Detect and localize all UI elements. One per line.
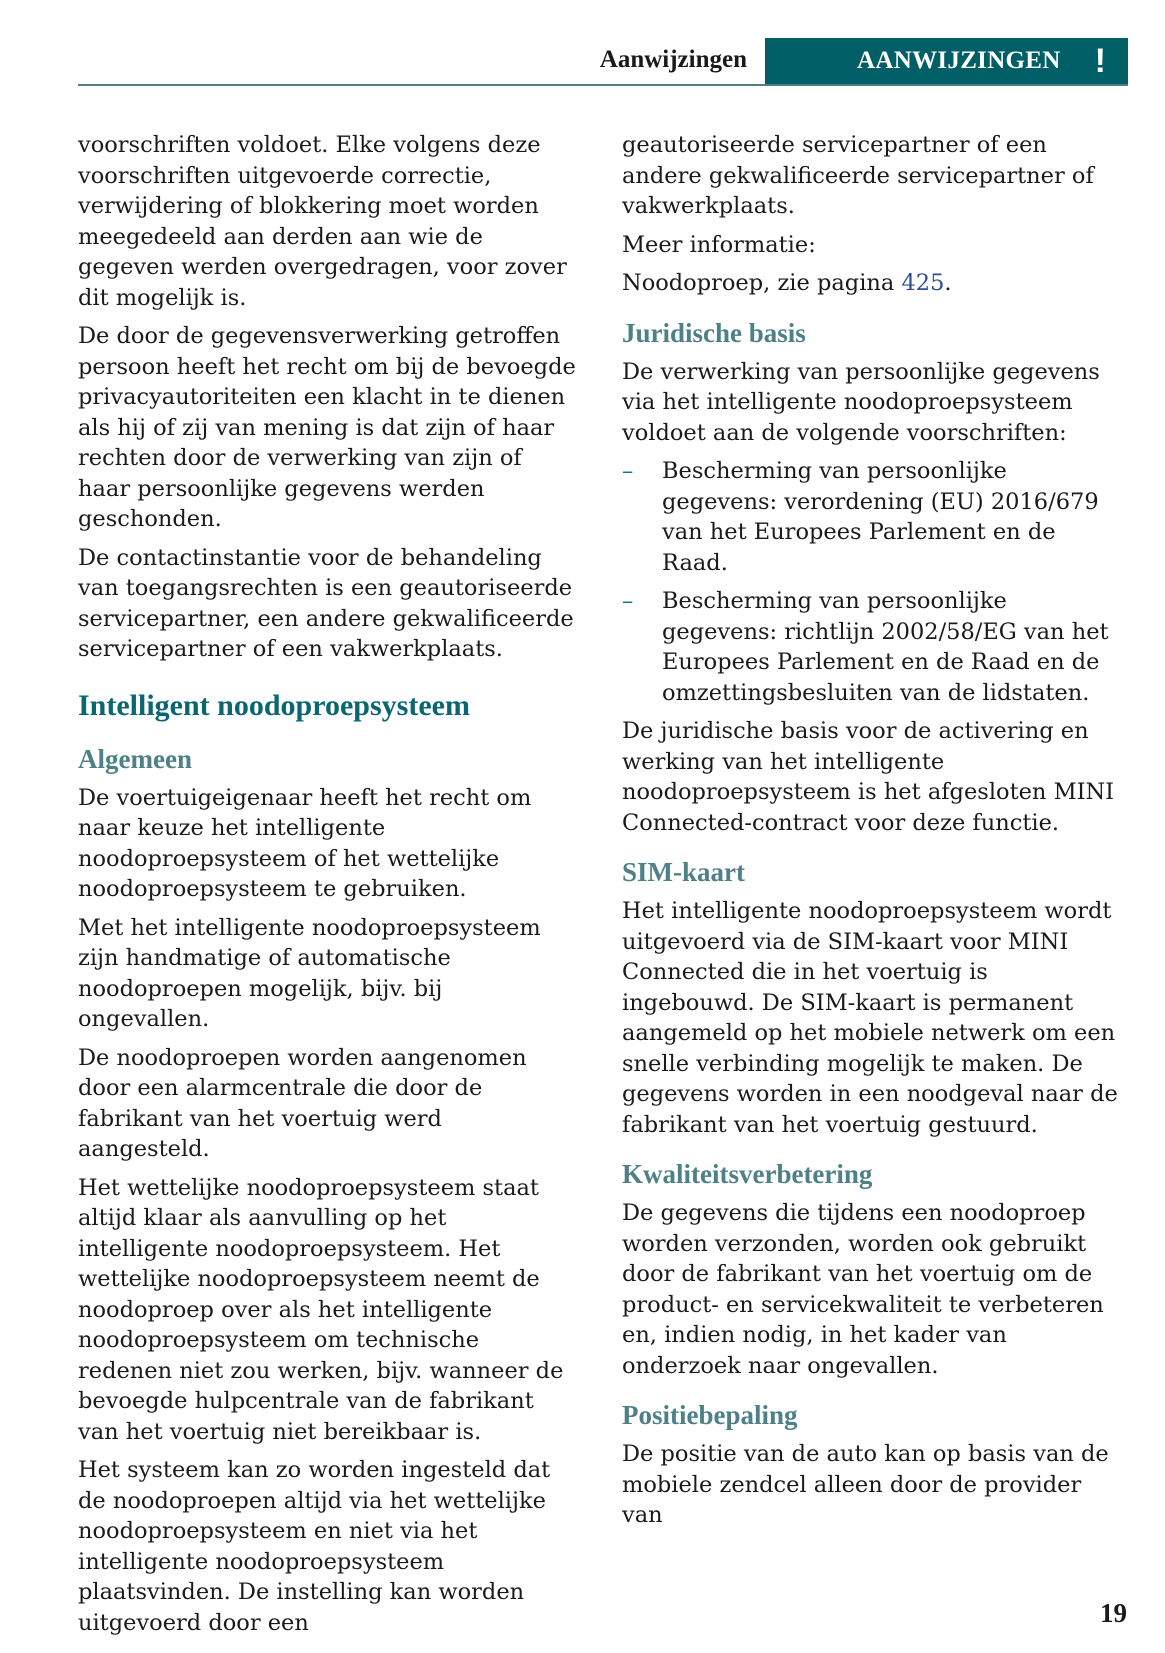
subheading-kwaliteitsverbetering: Kwaliteitsverbetering <box>622 1159 873 1189</box>
paragraph: De door de gegevensverwerking getroffen persoon heeft het recht om bij de bevoegde privacyautoriteiten een klacht in te dienen als hij of zij van mening is dat zijn of haar rechten door de verwerking van zijn of haar persoonlijke gegevens werden geschonden. <box>78 323 576 532</box>
section-title: Aanwijzingen <box>599 46 747 73</box>
paragraph: De gegevens die tijdens een noodoproep worden verzonden, worden ook gebruikt door de fabrikant van het voertuig om de product- en servicekwaliteit te verbeteren en, indien nodig, in het kader van onderzoek naar ongevallen. <box>622 1200 1104 1379</box>
exclamation-icon: ! <box>1094 42 1106 80</box>
page-number: 19 <box>1100 1598 1127 1628</box>
list-item-text: Bescherming van persoonlijke gegevens: richtlijn 2002/58/EG van het Europees Parlement en de Raad en de omzettingsbesluiten van de lidstaten. <box>662 588 1109 706</box>
paragraph: geautoriseerde servicepartner of een andere gekwalificeerde servicepartner of vakwerkplaats. <box>622 132 1094 219</box>
paragraph: Het intelligente noodoproepsysteem wordt uitgevoerd via de SIM-kaart voor MINI Connected die in het voertuig is ingebouwd. De SIM-kaart is permanent aangemeld op het mobiele netwerk om een snelle verbinding mogelijk te maken. De gegevens worden in een noodgeval naar de fabrikant van het voertuig gestuurd. <box>622 898 1118 1138</box>
header-divider <box>78 84 1128 86</box>
subheading-algemeen: Algemeen <box>78 743 192 774</box>
left-column <box>78 130 578 1646</box>
dash-bullet-icon: – <box>622 588 634 614</box>
paragraph: voorschriften voldoet. Elke volgens deze voorschriften uitgevoerde correctie, verwijdering of blokkering moet worden meegedeeld aan derden aan wie de gegeven werden overgedragen, voor zover dit mogelijk is. <box>78 132 567 311</box>
right-column <box>622 130 1127 1539</box>
paragraph: Het systeem kan zo worden ingesteld dat de noodoproepen altijd via het wettelijke noodoproepsysteem en niet via het intelligente noodoproepsysteem plaatsvinden. De instelling kan worden uitgevoerd door een <box>78 1457 551 1636</box>
subheading-sim-kaart: SIM-kaart <box>622 857 745 887</box>
paragraph: Met het intelligente noodoproepsysteem zijn handmatige of automatische noodoproepen mogelijk, bijv. bij ongevallen. <box>78 914 541 1032</box>
paragraph: Het wettelijke noodoproepsysteem staat altijd klaar als aanvulling op het intelligente noodoproepsysteem. Het wettelijke noodoproepsysteem neemt de noodoproep over als het intelligente noodoproepsysteem om technische redenen niet zou werken, bijv. wanneer de bevoegde hulpcentrale van de fabrikant van het voertuig niet bereikbaar is. <box>78 1174 564 1445</box>
chapter-tab-label: AANWIJZINGEN <box>857 47 1061 74</box>
dash-bullet-icon: – <box>622 458 634 484</box>
paragraph: De positie van de auto kan op basis van de mobiele zendcel alleen door de provider van <box>622 1441 1109 1528</box>
section-heading: Intelligent noodoproepsysteem <box>78 688 470 722</box>
list-item <box>622 586 1127 708</box>
subheading-juridische-basis: Juridische basis <box>622 317 806 348</box>
list-item <box>622 456 1127 578</box>
list-item-text: Bescherming van persoonlijke gegevens: verordening (EU) 2016/679 van het Europees Parlement en de Raad. <box>662 458 1099 576</box>
reference-end: . <box>944 270 952 296</box>
paragraph: De juridische basis voor de activering en werking van het intelligente noodoproepsysteem is het afgesloten MINI Connected-contract voor deze functie. <box>622 718 1115 836</box>
reference-text: Noodoproep, zie pagina <box>622 270 902 296</box>
more-info-reference <box>622 268 1127 299</box>
regulation-list <box>622 456 1127 708</box>
chapter-tab <box>765 38 1128 85</box>
paragraph: De verwerking van persoonlijke gegevens via het intelligente noodoproepsysteem voldoet aan de volgende voorschriften: <box>622 358 1100 446</box>
subheading-positiebepaling: Positiebepaling <box>622 1400 798 1430</box>
page-link[interactable]: 425 <box>901 270 945 296</box>
paragraph: De noodoproepen worden aangenomen door een alarmcentrale die door de fabrikant van het voertuig werd aangesteld. <box>78 1044 527 1162</box>
more-info-label: Meer informatie: <box>622 231 816 258</box>
paragraph: De contactinstantie voor de behandeling van toegangsrechten is een geautoriseerde servicepartner, een andere gekwalificeerde servicepartner of een vakwerkplaats. <box>78 544 574 662</box>
paragraph: De voertuigeigenaar heeft het recht om naar keuze het intelligente noodoproepsysteem of het wettelijke noodoproepsysteem te gebruiken. <box>78 784 532 902</box>
